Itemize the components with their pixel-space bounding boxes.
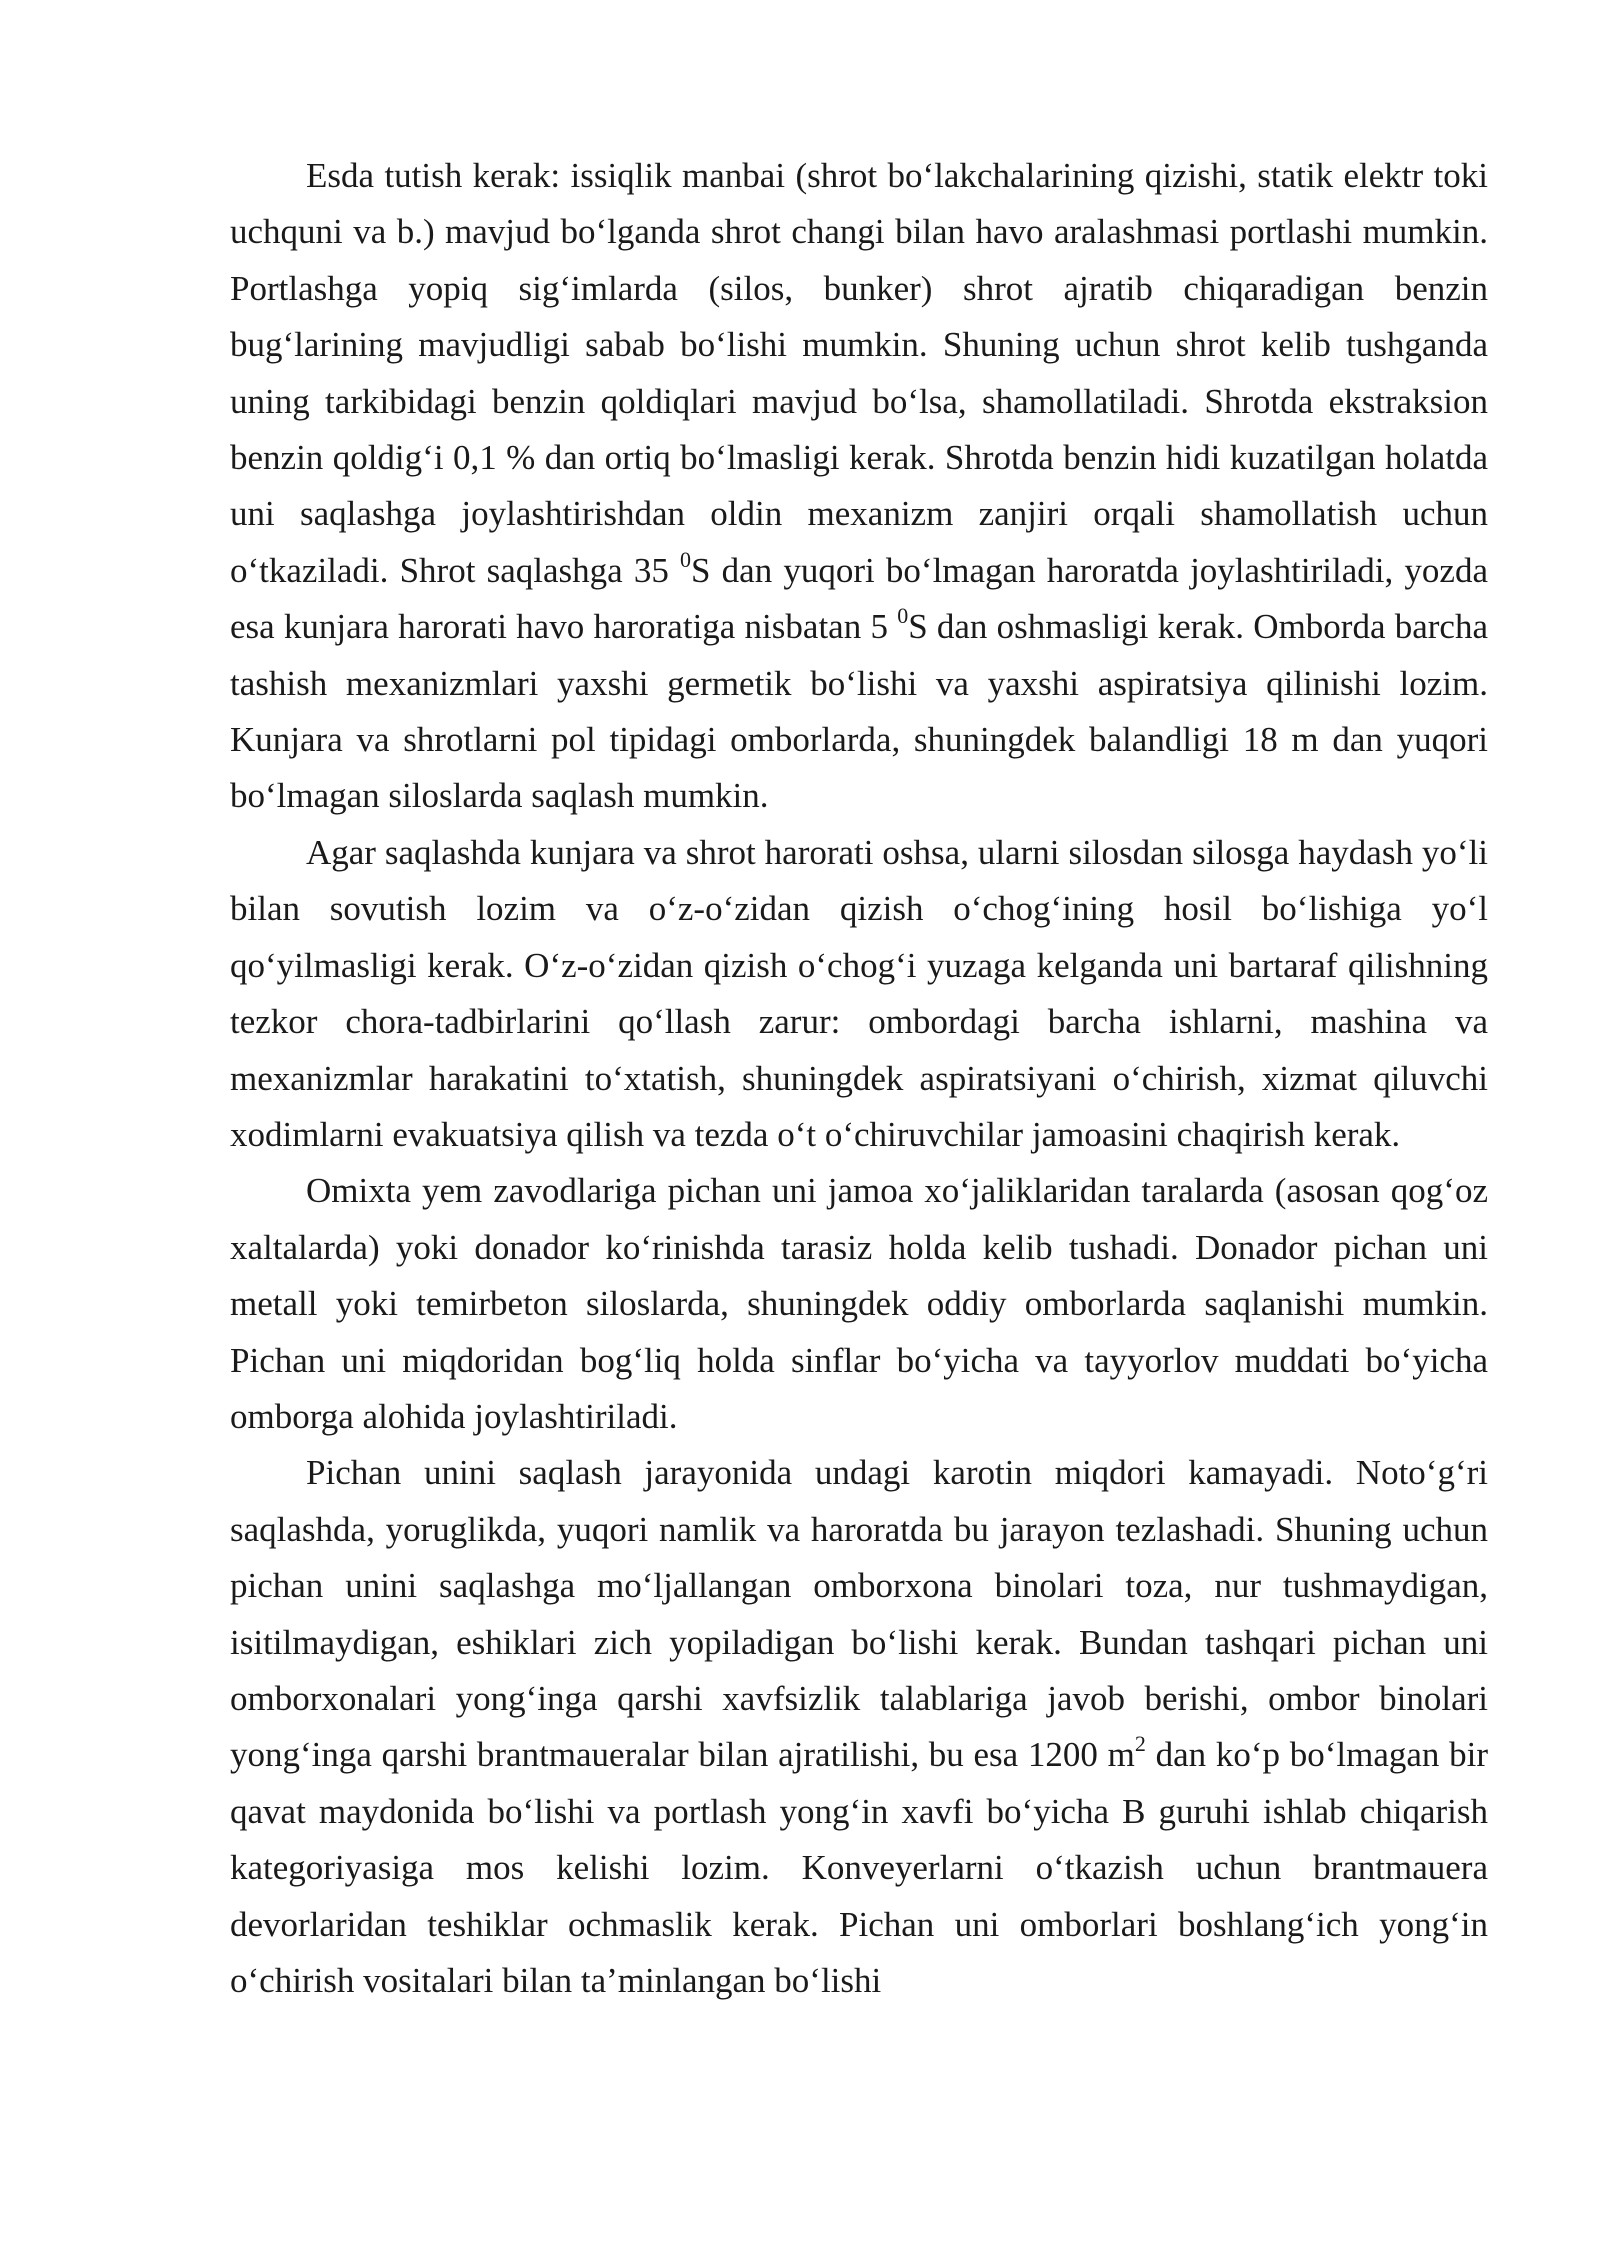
paragraph-3-text: Omixta yem zavodlariga pichan uni jamoa xo‘jaliklaridan taralarda (asosan qog‘oz xaltalarda) yoki donador ko‘rinishda tarasiz holda kelib tushadi. Donador pichan uni metall yoki temirbeton siloslarda, shuningdek oddiy omborlarda saqlanishi mumkin. Pichan uni miqdoridan bog‘liq holda sinflar bo‘yicha va tayyorlov muddati bo‘yicha omborga alohida joylashtiriladi. <box>230 1171 1488 1436</box>
degree-superscript: 0 <box>680 546 692 572</box>
paragraph-4-text-2: dan ko‘p bo‘lmagan bir qavat maydonida bo‘lishi va portlash yong‘in xavfi bo‘yicha B guruhi ishlab chiqarish kategoriyasiga mos kelishi lozim. Konveyerlarni o‘tkazish uchun brantmauera devorlaridan teshiklar ochmaslik kerak. Pichan uni omborlari boshlang‘ich yong‘in o‘chirish vositalari bilan ta’minlangan bo‘lishi <box>230 1735 1488 2000</box>
paragraph-3 <box>230 1163 1488 1445</box>
paragraph-1-text-2: S dan yuqori bo‘lmagan haroratda joylashtiriladi, yozda esa kunjara harorati havo haroratiga nisbatan 5 <box>230 550 1488 647</box>
square-superscript: 2 <box>1134 1731 1146 1757</box>
paragraph-2-text: Agar saqlashda kunjara va shrot harorati oshsa, ularni silosdan silosga haydash yo‘li bilan sovutish lozim va o‘z-o‘zidan qizish o‘chog‘ining hosil bo‘lishiga yo‘l qo‘yilmasligi kerak. O‘z-o‘zidan qizish o‘chog‘i yuzaga kelganda uni bartaraf qilishning tezkor chora-tadbirlarini qo‘llash zarur: ombordagi barcha ishlarni, mashina va mexanizmlar harakatini to‘xtatish, shuningdek aspiratsiyani o‘chirish, xizmat qiluvchi xodimlarni evakuatsiya qilish va tezda o‘t o‘chiruvchilar jamoasini chaqirish kerak. <box>230 832 1488 1154</box>
degree-superscript: 0 <box>897 603 909 629</box>
paragraph-4 <box>230 1445 1488 2009</box>
paragraph-1-text-3: S dan oshmasligi kerak. Omborda barcha tashish mexanizmlari yaxshi germetik bo‘lishi va yaxshi aspiratsiya qilinishi lozim. Kunjara va shrotlarni pol tipidagi omborlarda, shuningdek balandligi 18 m dan yuqori bo‘lmagan siloslarda saqlash mumkin. <box>230 607 1488 816</box>
paragraph-1-text-1: Esda tutish kerak: issiqlik manbai (shrot bo‘lakchalarining qizishi, statik elektr toki uchquni va b.) mavjud bo‘lganda shrot changi bilan havo aralashmasi portlashi mumkin. Portlashga yopiq sig‘imlarda (silos, bunker) shrot ajratib chiqaradigan benzin bug‘larining mavjudligi sabab bo‘lishi mumkin. Shuning uchun shrot kelib tushganda uning tarkibidagi benzin qoldiqlari mavjud bo‘lsa, shamollatiladi. Shrotda ekstraksion benzin qoldig‘i 0,1 % dan ortiq bo‘lmasligi kerak. Shrotda benzin hidi kuzatilgan holatda uni saqlashga joylashtirishdan oldin mexanizm zanjiri orqali shamollatish uchun o‘tkaziladi. Shrot saqlashga 35 <box>230 156 1488 590</box>
paragraph-4-text-1: Pichan unini saqlash jarayonida undagi karotin miqdori kamayadi. Noto‘g‘ri saqlashda, yoruglikda, yuqori namlik va haroratda bu jarayon tezlashadi. Shuning uchun pichan unini saqlashga mo‘ljallangan omborxona binolari toza, nur tushmaydigan, isitilmaydigan, eshiklari zich yopiladigan bo‘lishi kerak. Bundan tashqari pichan uni omborxonalari yong‘inga qarshi xavfsizlik talablariga javob berishi, ombor binolari yong‘inga qarshi brantmaueralar bilan ajratilishi, bu esa 1200 m <box>230 1453 1488 1775</box>
paragraph-1 <box>230 148 1488 825</box>
paragraph-2 <box>230 825 1488 1163</box>
document-page <box>230 148 1488 2009</box>
